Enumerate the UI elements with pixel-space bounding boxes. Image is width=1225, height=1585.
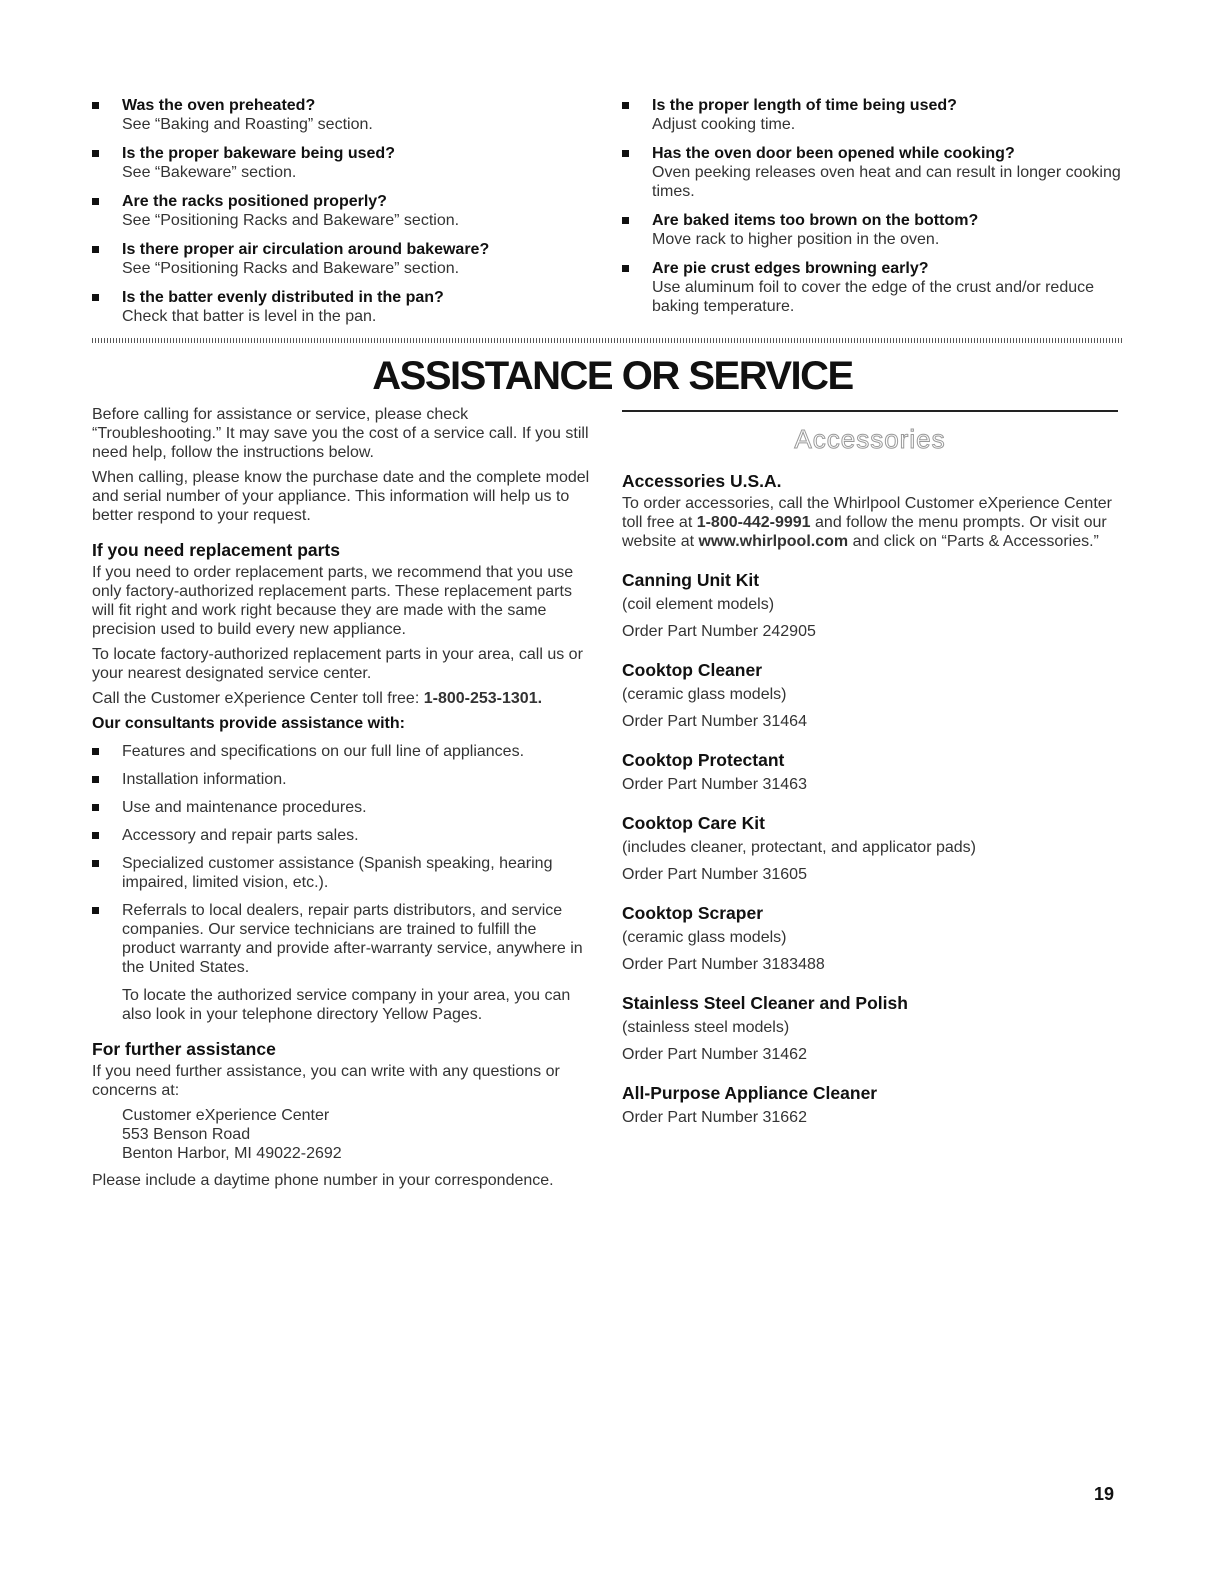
question: Is the proper length of time being used? bbox=[652, 97, 957, 114]
address-line: 553 Benson Road bbox=[122, 1126, 251, 1143]
answer: See “Bakeware” section. bbox=[122, 164, 297, 181]
section-divider bbox=[92, 338, 1122, 343]
call-prefix: Call the Customer eXperience Center toll free: bbox=[92, 690, 424, 707]
accessories-rule bbox=[622, 410, 1118, 412]
list-item: Use and maintenance procedures. bbox=[92, 798, 592, 817]
accessory-order: Order Part Number 31662 bbox=[622, 1109, 807, 1126]
accessory-note: (stainless steel models) bbox=[622, 1019, 790, 1036]
question: Is there proper air circulation around bakeware? bbox=[122, 241, 490, 258]
accessory-name: Cooktop Protectant bbox=[622, 750, 785, 770]
call-line bbox=[92, 689, 592, 708]
further-paragraph: If you need further assistance, you can write with any questions or concerns at: bbox=[92, 1063, 560, 1099]
list-item: Specialized customer assistance (Spanish speaking, hearing impaired, limited vision, etc.). bbox=[92, 854, 592, 892]
intro-paragraph: Before calling for assistance or service, please check “Troubleshooting.” It may save you the cost of a service call. If you still need help, follow the instructions below. bbox=[92, 406, 589, 461]
accessories-usa-text bbox=[622, 494, 1118, 551]
accessory-order: Order Part Number 242905 bbox=[622, 623, 816, 640]
answer: See “Positioning Racks and Bakeware” section. bbox=[122, 260, 460, 277]
list-item bbox=[622, 96, 1122, 134]
accessory-order: Order Part Number 31462 bbox=[622, 1046, 807, 1063]
accessories-column bbox=[622, 456, 1118, 1127]
list-item: Referrals to local dealers, repair parts distributors, and service companies. Our service technicians are trained to fulfill the product warranty and provide after-warranty service, anywhere in the United States. bbox=[92, 901, 592, 977]
list-item bbox=[92, 192, 602, 230]
accessory-note: (ceramic glass models) bbox=[622, 686, 787, 703]
accessory-name: Cooktop Care Kit bbox=[622, 813, 765, 833]
accessory-order: Order Part Number 31464 bbox=[622, 713, 807, 730]
answer: Check that batter is level in the pan. bbox=[122, 308, 377, 325]
accessory-name: Cooktop Cleaner bbox=[622, 660, 763, 680]
address-line: Customer eXperience Center bbox=[122, 1107, 330, 1124]
replacement-paragraph: If you need to order replacement parts, we recommend that you use only factory-authorized replacement parts. These replacement parts will fit right and work right because they are made with the same precision used to build every new appliance. bbox=[92, 564, 574, 638]
answer: See “Baking and Roasting” section. bbox=[122, 116, 373, 133]
accessory-order: Order Part Number 31605 bbox=[622, 866, 807, 883]
list-item bbox=[92, 288, 602, 326]
list-item: Accessory and repair parts sales. bbox=[92, 826, 592, 845]
question: Has the oven door been opened while cooking? bbox=[652, 145, 1015, 162]
list-item bbox=[622, 211, 1122, 249]
website-link[interactable]: www.whirlpool.com bbox=[698, 533, 849, 550]
answer: Use aluminum foil to cover the edge of the crust and/or reduce baking temperature. bbox=[652, 279, 1095, 315]
page-title: ASSISTANCE OR SERVICE bbox=[372, 354, 853, 398]
accessory-name: Stainless Steel Cleaner and Polish bbox=[622, 993, 908, 1013]
further-heading: For further assistance bbox=[92, 1039, 276, 1059]
accessory-order: Order Part Number 3183488 bbox=[622, 956, 825, 973]
replacement-paragraph: To locate factory-authorized replacement parts in your area, call us or your nearest designated service center. bbox=[92, 646, 583, 682]
usa-text: and follow the menu prompts. Or visit our website at bbox=[622, 514, 1107, 550]
accessory-note: (ceramic glass models) bbox=[622, 929, 787, 946]
list-item: Features and specifications on our full line of appliances. bbox=[92, 742, 592, 761]
consultants-heading: Our consultants provide assistance with: bbox=[92, 715, 405, 732]
checklist-left bbox=[92, 96, 602, 336]
accessory-note: (includes cleaner, protectant, and applicator pads) bbox=[622, 839, 976, 856]
question: Are baked items too brown on the bottom? bbox=[652, 212, 979, 229]
locate-note: To locate the authorized service company in your area, you can also look in your telephone directory Yellow Pages. bbox=[122, 987, 571, 1023]
address-line: Benton Harbor, MI 49022-2692 bbox=[122, 1145, 342, 1162]
checklist-right bbox=[622, 96, 1122, 326]
question: Is the proper bakeware being used? bbox=[122, 145, 395, 162]
list-item: Installation information. bbox=[92, 770, 592, 789]
list-item bbox=[622, 259, 1122, 316]
accessory-name: Cooktop Scraper bbox=[622, 903, 763, 923]
answer: Oven peeking releases oven heat and can result in longer cooking times. bbox=[652, 164, 1121, 200]
service-phone: 1-800-253-1301. bbox=[423, 690, 543, 707]
question: Was the oven preheated? bbox=[122, 97, 316, 114]
replacement-heading: If you need replacement parts bbox=[92, 540, 340, 560]
question: Are the racks positioned properly? bbox=[122, 193, 387, 210]
usa-text: and click on “Parts & Accessories.” bbox=[848, 533, 1099, 550]
list-item bbox=[622, 144, 1122, 201]
accessories-heading: Accessories bbox=[794, 424, 946, 454]
list-item bbox=[92, 240, 602, 278]
accessory-note: (coil element models) bbox=[622, 596, 775, 613]
accessories-phone: 1-800-442-9991 bbox=[696, 514, 811, 531]
accessories-usa-heading: Accessories U.S.A. bbox=[622, 471, 782, 491]
accessory-order: Order Part Number 31463 bbox=[622, 776, 807, 793]
answer: Adjust cooking time. bbox=[652, 116, 796, 133]
answer: Move rack to higher position in the oven. bbox=[652, 231, 940, 248]
page-number: 19 bbox=[1094, 1484, 1115, 1504]
assistance-column bbox=[92, 405, 592, 1196]
question: Are pie crust edges browning early? bbox=[652, 260, 929, 277]
answer: See “Positioning Racks and Bakeware” section. bbox=[122, 212, 460, 229]
question: Is the batter evenly distributed in the pan? bbox=[122, 289, 444, 306]
intro-paragraph: When calling, please know the purchase date and the complete model and serial number of your appliance. This information will help us to better respond to your request. bbox=[92, 469, 590, 524]
list-item bbox=[92, 96, 602, 134]
accessory-name: All-Purpose Appliance Cleaner bbox=[622, 1083, 878, 1103]
accessory-name: Canning Unit Kit bbox=[622, 570, 760, 590]
usa-text: To order accessories, call the Whirlpool Customer eXperience Center toll free at bbox=[622, 495, 1112, 531]
list-item bbox=[92, 144, 602, 182]
further-paragraph: Please include a daytime phone number in your correspondence. bbox=[92, 1172, 554, 1189]
